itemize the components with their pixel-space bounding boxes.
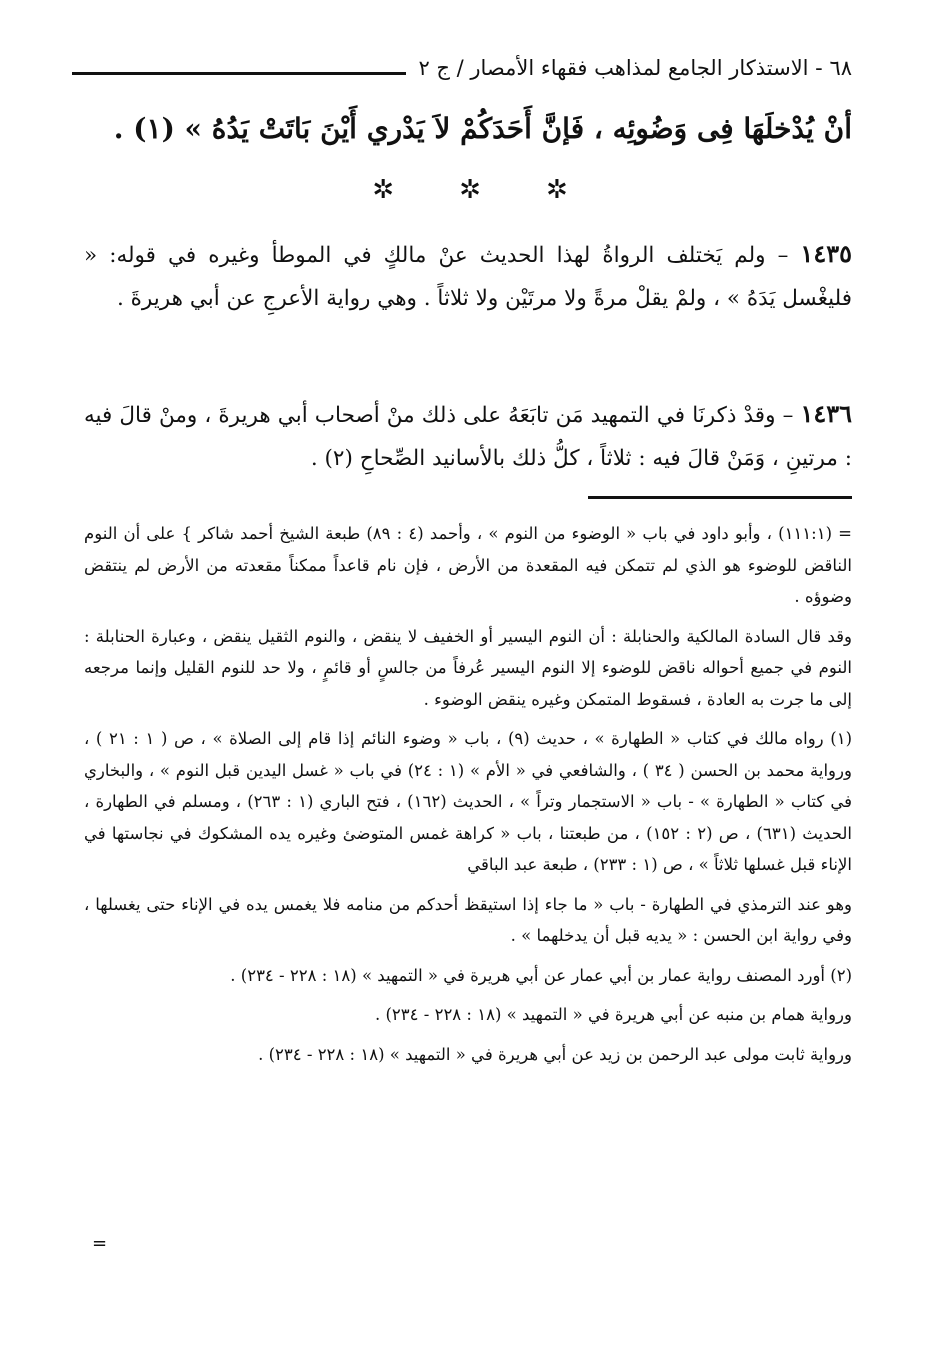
continuation-mark: = [92,1233,108,1254]
footnote-2-continued: ورواية ثابت مولى عبد الرحمن بن زيد عن أبي هريرة في « التمهيد » (١٨ : ٢٢٨ - ٢٣٤) . [258,1044,852,1064]
footnote-1-continued: وهو عند الترمذي في الطهارة - باب « ما جاء إذا استيقظ أحدكم من منامه فلا يغمس يده في الإناء حتى يغسلها ، وفي رواية ابن الحسن : « يديه قبل أن يدخلهما » . [84,894,852,945]
star-ornament-icon: ✲ [372,175,394,205]
footnote-paragraph: وقد قال السادة المالكية والحنابلة : أن النوم اليسير أو الخفيف لا ينقض ، والنوم الثقيل ينقض ، وعبارة الحنابلة : النوم في جميع أحواله ناقض للوضوء إلا النوم اليسير عُرفاً من جالسٍ أو قائمٍ ، ولا حد للنوم القليل وإنما مرجعه إلى ما جرت به العادة ، فسقوط المتمكن وغيره ينقض الوضوء . [84,626,852,709]
hadith-quote-line: أنْ يُدْخلَهَا فِى وَضُوئِه ، فَإنَّ أَحَدَكُمْ لاَ يَدْري أَيْنَ بَاتَتْ يَدُهُ » (١) . [113,112,852,145]
footnote-continued: = (١١١:١) ، وأبو داود في باب « الوضوء من النوم » ، وأحمد (٤ : ٨٩) طبعة الشيخ أحمد شاكر } على أن النوم الناقض للوضوء هو الذي لم تتمكن فيه المقعدة من الأرض ، فإن نام قاعداً ممكناً مقعدته من الأرض لم ينتقض وضوؤه . [84,524,852,606]
footnote-2-continued: ورواية همام بن منبه عن أبي هريرة في « التمهيد » (١٨ : ٢٢٨ - ٢٣٤) . [374,1005,852,1024]
running-head-text: ٦٨ - الاستذكار الجامع لمذاهب فقهاء الأمصار / ج ٢ [418,56,852,80]
paragraph-number: ١٤٣٦ [800,399,853,428]
paragraph-text: – ولم يَختلف الرواةُ لهذا الحديث عنْ مالكٍ في الموطأ وغيره في قوله: « فليغْسل يَدَهُ » ، ولمْ يقلْ مرةً ولا مرتَيْن ولا ثلاثاً . وهي رواية الأعرجِ عن أبي هريرةَ . [84,243,852,311]
paragraph-number: ١٤٣٥ [800,239,852,268]
footnotes-section [84,518,852,1078]
footnote-separator [588,496,852,499]
paragraph-text: – وقدْ ذكرنَا في التمهيد مَن تابَعَهُ على ذلك منْ أصحاب أبي هريرةَ ، ومنْ قالَ فيه : مرتينِ ، وَمَنْ قالَ فيه : ثلاثاً ، كلُّ ذلك بالأسانيد الصِّحاحِ (٢) . [84,403,852,471]
paragraph-1436 [84,392,852,480]
star-ornament-icon: ✲ [545,175,568,205]
footnote-1: (١) رواه مالك في كتاب « الطهارة » ، حديث (٩) ، باب « وضوء النائم إذا قام إلى الصلاة » ، ص ( ١ : ٢١ ) ، ورواية محمد بن الحسن ( ٣٤ ) ، والشافعي في « الأم » (١ : ٢٤) في باب « غسل اليدين قبل النوم » ، والبخاري في كتاب « الطهارة » - باب « الاستجمار وتراً » ، الحديث (١٦٢) ، فتح الباري (١ : ٢٦٣) ، ومسلم في الطهارة ، الحديث (٦٣١) ، ص (٢ : ١٥٢) ، من طبعتنا ، باب « كراهة غمس المتوضئ وغيره يده المشكوك في نجاستها في الإناء قبل غسلها ثلاثاً » ، ص (١ : ٢٣٣) ، طبعة عبد الباقي [84,729,852,874]
section-divider-ornament [0,175,940,205]
footnote-2: (٢) أورد المصنف رواية عمار بن أبي عمار عن أبي هريرة في « التمهيد » (١٨ : ٢٢٨ - ٢٣٤) . [230,965,852,985]
running-head-rule [72,72,406,75]
running-head [72,48,852,88]
star-ornament-icon: ✲ [459,175,481,205]
paragraph-1435 [84,232,852,320]
